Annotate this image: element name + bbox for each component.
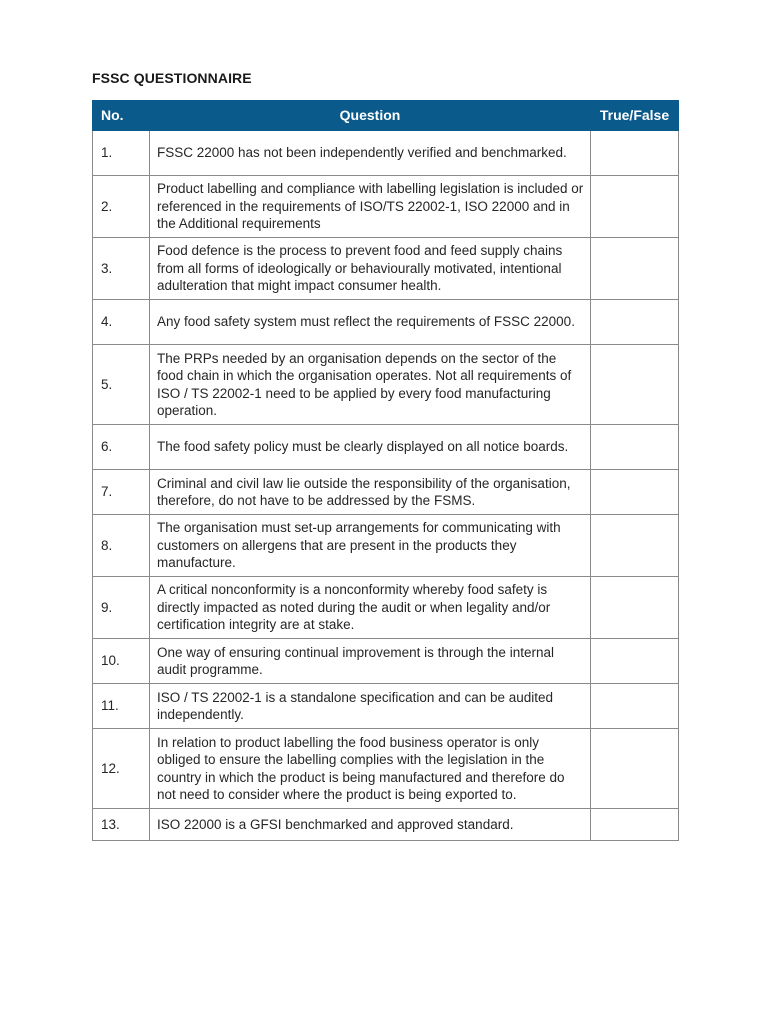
table-header-row (93, 101, 679, 131)
answer-cell[interactable] (591, 238, 679, 300)
question-text: The organisation must set-up arrangements for communicating with customers on allergens that are present in the products they manufacture. (150, 515, 591, 577)
answer-cell[interactable] (591, 515, 679, 577)
question-text: The food safety policy must be clearly displayed on all notice boards. (150, 425, 591, 470)
table-row (93, 238, 679, 300)
question-text: Food defence is the process to prevent food and feed supply chains from all forms of ideologically or behaviourally motivated, intentional adulteration that might impact consumer health. (150, 238, 591, 300)
table-row (93, 639, 679, 684)
table-row (93, 300, 679, 345)
page-title: FSSC QUESTIONNAIRE (92, 70, 252, 86)
question-text: ISO 22000 is a GFSI benchmarked and approved standard. (150, 809, 591, 841)
table-row (93, 729, 679, 809)
row-number: 4. (93, 300, 150, 345)
column-header-question: Question (150, 101, 591, 131)
row-number: 13. (93, 809, 150, 841)
row-number: 12. (93, 729, 150, 809)
row-number: 11. (93, 684, 150, 729)
row-number: 3. (93, 238, 150, 300)
row-number: 8. (93, 515, 150, 577)
answer-cell[interactable] (591, 470, 679, 515)
answer-cell[interactable] (591, 729, 679, 809)
question-text: In relation to product labelling the food business operator is only obliged to ensure the labelling complies with the legislation in the country in which the product is being manufactured and therefore do not need to consider where the product is being exported to. (150, 729, 591, 809)
row-number: 1. (93, 131, 150, 176)
answer-cell[interactable] (591, 300, 679, 345)
row-number: 6. (93, 425, 150, 470)
answer-cell[interactable] (591, 131, 679, 176)
table-row (93, 345, 679, 425)
answer-cell[interactable] (591, 684, 679, 729)
answer-cell[interactable] (591, 425, 679, 470)
table-row (93, 176, 679, 238)
row-number: 5. (93, 345, 150, 425)
table-row (93, 809, 679, 841)
answer-cell[interactable] (591, 809, 679, 841)
questionnaire-table (92, 100, 679, 841)
question-text: ISO / TS 22002-1 is a standalone specification and can be audited independently. (150, 684, 591, 729)
table-row (93, 425, 679, 470)
question-text: FSSC 22000 has not been independently verified and benchmarked. (150, 131, 591, 176)
row-number: 7. (93, 470, 150, 515)
question-text: The PRPs needed by an organisation depends on the sector of the food chain in which the organisation operates. Not all requirements of ISO / TS 22002-1 need to be applied by every food manufacturing operation. (150, 345, 591, 425)
table-row (93, 577, 679, 639)
table-row (93, 470, 679, 515)
column-header-true-false: True/False (591, 101, 679, 131)
table-row (93, 684, 679, 729)
answer-cell[interactable] (591, 176, 679, 238)
column-header-no: No. (93, 101, 150, 131)
row-number: 9. (93, 577, 150, 639)
table-row (93, 515, 679, 577)
question-text: Any food safety system must reflect the requirements of FSSC 22000. (150, 300, 591, 345)
answer-cell[interactable] (591, 577, 679, 639)
answer-cell[interactable] (591, 345, 679, 425)
row-number: 2. (93, 176, 150, 238)
table-row (93, 131, 679, 176)
answer-cell[interactable] (591, 639, 679, 684)
question-text: One way of ensuring continual improvement is through the internal audit programme. (150, 639, 591, 684)
question-text: A critical nonconformity is a nonconformity whereby food safety is directly impacted as noted during the audit or when legality and/or certification integrity are at stake. (150, 577, 591, 639)
question-text: Criminal and civil law lie outside the responsibility of the organisation, therefore, do not have to be addressed by the FSMS. (150, 470, 591, 515)
question-text: Product labelling and compliance with labelling legislation is included or referenced in the requirements of ISO/TS 22002-1, ISO 22000 and in the Additional requirements (150, 176, 591, 238)
row-number: 10. (93, 639, 150, 684)
